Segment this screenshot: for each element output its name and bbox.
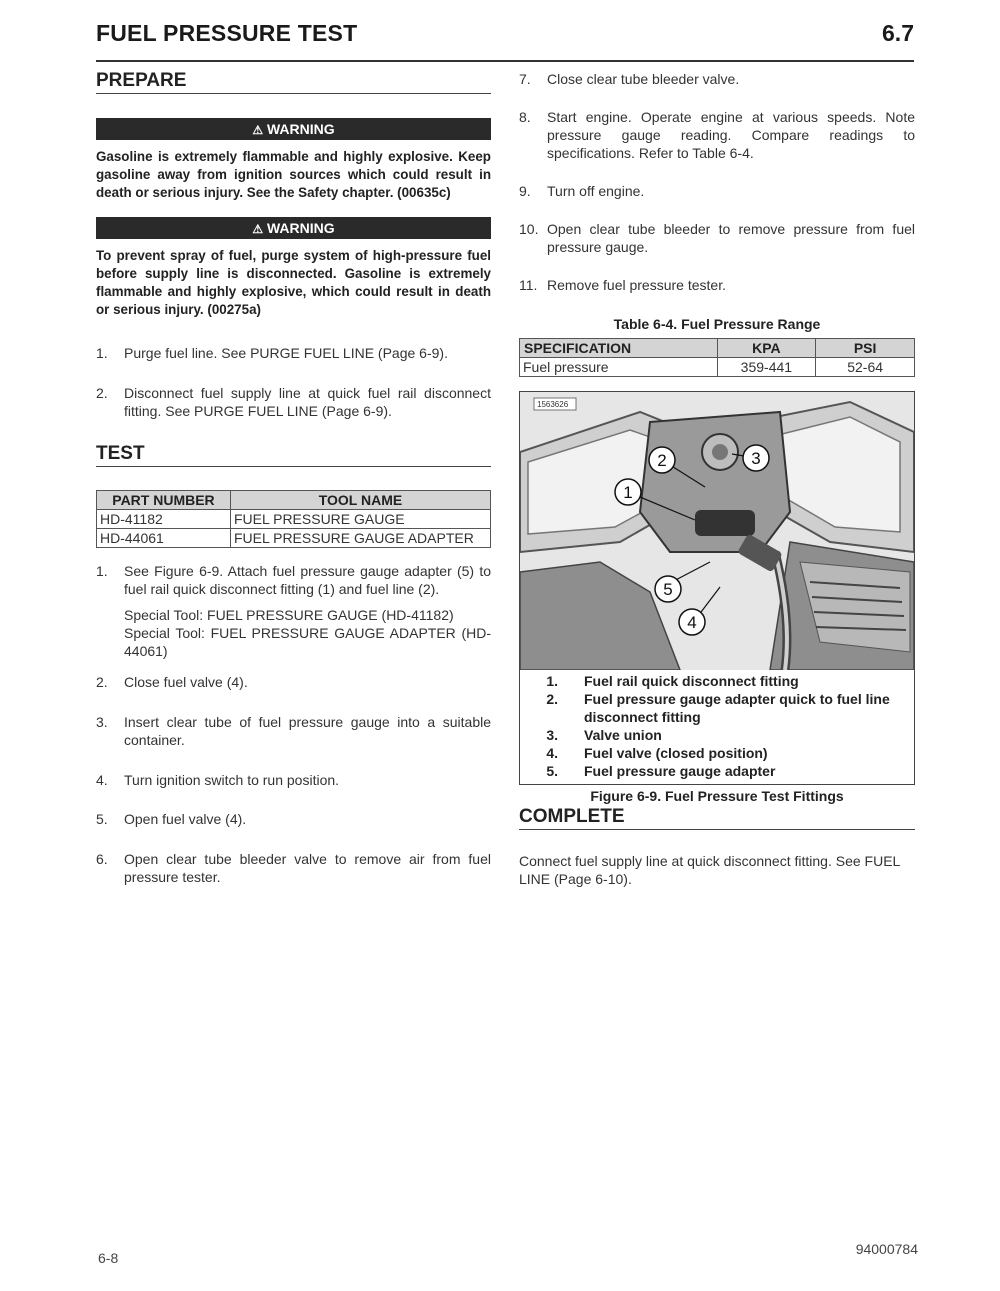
column-header: TOOL NAME — [230, 491, 490, 510]
table-row — [520, 358, 915, 377]
legend-number: 4. — [546, 745, 558, 761]
callout-label: 3 — [751, 449, 761, 468]
legend-text: Fuel pressure gauge adapter quick to fuel line disconnect fitting — [584, 691, 890, 725]
legend-item — [520, 726, 910, 744]
step-number: 10. — [519, 221, 539, 237]
table-row — [97, 529, 491, 548]
step-body — [124, 562, 491, 660]
step-number: 1. — [96, 345, 108, 361]
tool-table — [96, 490, 491, 548]
table-cell: Fuel pressure — [520, 358, 718, 377]
step-number: 1. — [96, 563, 108, 579]
figure-legend — [520, 670, 914, 784]
legend-item — [520, 690, 910, 726]
table-header-row — [520, 339, 915, 358]
left-column — [96, 70, 491, 886]
figure-caption: Figure 6-9. Fuel Pressure Test Fittings — [590, 788, 844, 804]
step-text: Open clear tube bleeder valve to remove air from fuel pressure tester. — [124, 851, 491, 885]
warning-bar — [96, 217, 491, 239]
step-number: 5. — [96, 811, 108, 827]
table-caption: Table 6-4. Fuel Pressure Range — [613, 316, 821, 332]
legend-number: 1. — [546, 673, 558, 689]
warning-text: To prevent spray of fuel, purge system of high-pressure fuel before supply line is disconnected. Gasoline is extremely flammable and highly explosive, which could result in death or serious injury. (00275a) — [96, 248, 491, 317]
table-row — [97, 510, 491, 529]
legend-text: Fuel pressure gauge adapter — [584, 763, 776, 779]
list-item — [96, 562, 491, 660]
page-title: FUEL PRESSURE TEST — [96, 20, 358, 46]
step-text: Close clear tube bleeder valve. — [547, 71, 740, 87]
engine-photo — [520, 392, 914, 670]
list-item — [519, 276, 915, 294]
list-item — [96, 850, 491, 886]
prepare-heading: PREPARE — [96, 70, 491, 94]
callout-label: 5 — [663, 580, 673, 599]
figure-box — [519, 391, 915, 785]
column-header: KPA — [717, 339, 816, 358]
list-item — [96, 771, 491, 789]
warning-label: WARNING — [266, 220, 335, 236]
legend-text: Fuel valve (closed position) — [584, 745, 768, 761]
table-cell: FUEL PRESSURE GAUGE ADAPTER — [230, 529, 490, 548]
page-number: 6-8 — [98, 1250, 119, 1266]
legend-number: 2. — [546, 691, 558, 707]
section-number: 6.7 — [882, 20, 914, 46]
list-item — [96, 673, 491, 691]
warning-icon: ⚠ — [252, 123, 264, 137]
legend-item — [520, 672, 910, 690]
list-item — [519, 70, 915, 88]
step-text: Close fuel valve (4). — [124, 674, 248, 690]
warning-icon: ⚠ — [252, 222, 264, 236]
table-cell: HD-41182 — [97, 510, 231, 529]
step-number: 2. — [96, 385, 108, 401]
table-cell: 359-441 — [717, 358, 816, 377]
column-header: PSI — [816, 339, 915, 358]
column-header: PART NUMBER — [97, 491, 231, 510]
warning-block-1 — [96, 118, 491, 202]
warning-label: WARNING — [266, 121, 335, 137]
list-item — [519, 220, 915, 256]
step-text: Insert clear tube of fuel pressure gauge into a suitable container. — [124, 714, 491, 748]
complete-text: Connect fuel supply line at quick disconnect fitting. See FUEL LINE (Page 6-10). — [519, 853, 900, 887]
special-tool-note: Special Tool: FUEL PRESSURE GAUGE ADAPTER (HD-44061) — [124, 625, 491, 659]
list-item — [519, 108, 915, 162]
column-header: SPECIFICATION — [520, 339, 718, 358]
step-number: 4. — [96, 772, 108, 788]
step-text: Turn ignition switch to run position. — [124, 772, 340, 788]
step-text: Disconnect fuel supply line at quick fuel rail disconnect fitting. See PURGE FUEL LINE (Page 6-9). — [124, 385, 491, 419]
table-cell: 52-64 — [816, 358, 915, 377]
legend-text: Valve union — [584, 727, 662, 743]
legend-number: 5. — [546, 763, 558, 779]
step-number: 3. — [96, 714, 108, 730]
step-number: 7. — [519, 71, 531, 87]
list-item — [96, 344, 491, 362]
step-number: 6. — [96, 851, 108, 867]
callout-label: 2 — [657, 451, 667, 470]
legend-item — [520, 762, 910, 780]
step-number: 8. — [519, 109, 531, 125]
table-cell: HD-44061 — [97, 529, 231, 548]
step-text: Turn off engine. — [547, 183, 645, 199]
spec-table — [519, 338, 915, 377]
list-item — [519, 182, 915, 200]
figure-id: 1563626 — [537, 400, 569, 409]
step-number: 2. — [96, 674, 108, 690]
step-text: Start engine. Operate engine at various speeds. Note pressure gauge reading. Compare readings to specifications. Refer to Table 6-4. — [547, 109, 915, 161]
warning-bar — [96, 118, 491, 140]
step-text: See Figure 6-9. Attach fuel pressure gauge adapter (5) to fuel rail quick disconnect fitting (1) and fuel line (2). — [124, 563, 491, 597]
right-column — [519, 70, 915, 888]
list-item — [96, 384, 491, 420]
table-cell: FUEL PRESSURE GAUGE — [230, 510, 490, 529]
list-item — [96, 713, 491, 749]
step-text: Open clear tube bleeder to remove pressure from fuel pressure gauge. — [547, 221, 915, 255]
step-text: Open fuel valve (4). — [124, 811, 247, 827]
callout-label: 1 — [623, 483, 633, 502]
warning-text: Gasoline is extremely flammable and highly explosive. Keep gasoline away from ignition sources which could result in death or serious injury. See the Safety chapter. (00635c) — [96, 149, 491, 200]
step-text: Purge fuel line. See PURGE FUEL LINE (Page 6-9). — [124, 345, 448, 361]
step-text: Remove fuel pressure tester. — [547, 277, 726, 293]
step-number: 9. — [519, 183, 531, 199]
list-item — [96, 810, 491, 828]
legend-text: Fuel rail quick disconnect fitting — [584, 673, 799, 689]
test-heading: TEST — [96, 443, 491, 467]
step-number: 11. — [519, 277, 538, 293]
callout-label: 4 — [687, 613, 697, 632]
special-tool-note: Special Tool: FUEL PRESSURE GAUGE (HD-41182) — [124, 607, 454, 623]
warning-block-2 — [96, 217, 491, 319]
header-rule — [96, 60, 914, 62]
table-header-row — [97, 491, 491, 510]
legend-number: 3. — [546, 727, 558, 743]
document-number: 94000784 — [855, 1241, 918, 1257]
complete-heading: COMPLETE — [519, 806, 915, 830]
legend-item — [520, 744, 910, 762]
